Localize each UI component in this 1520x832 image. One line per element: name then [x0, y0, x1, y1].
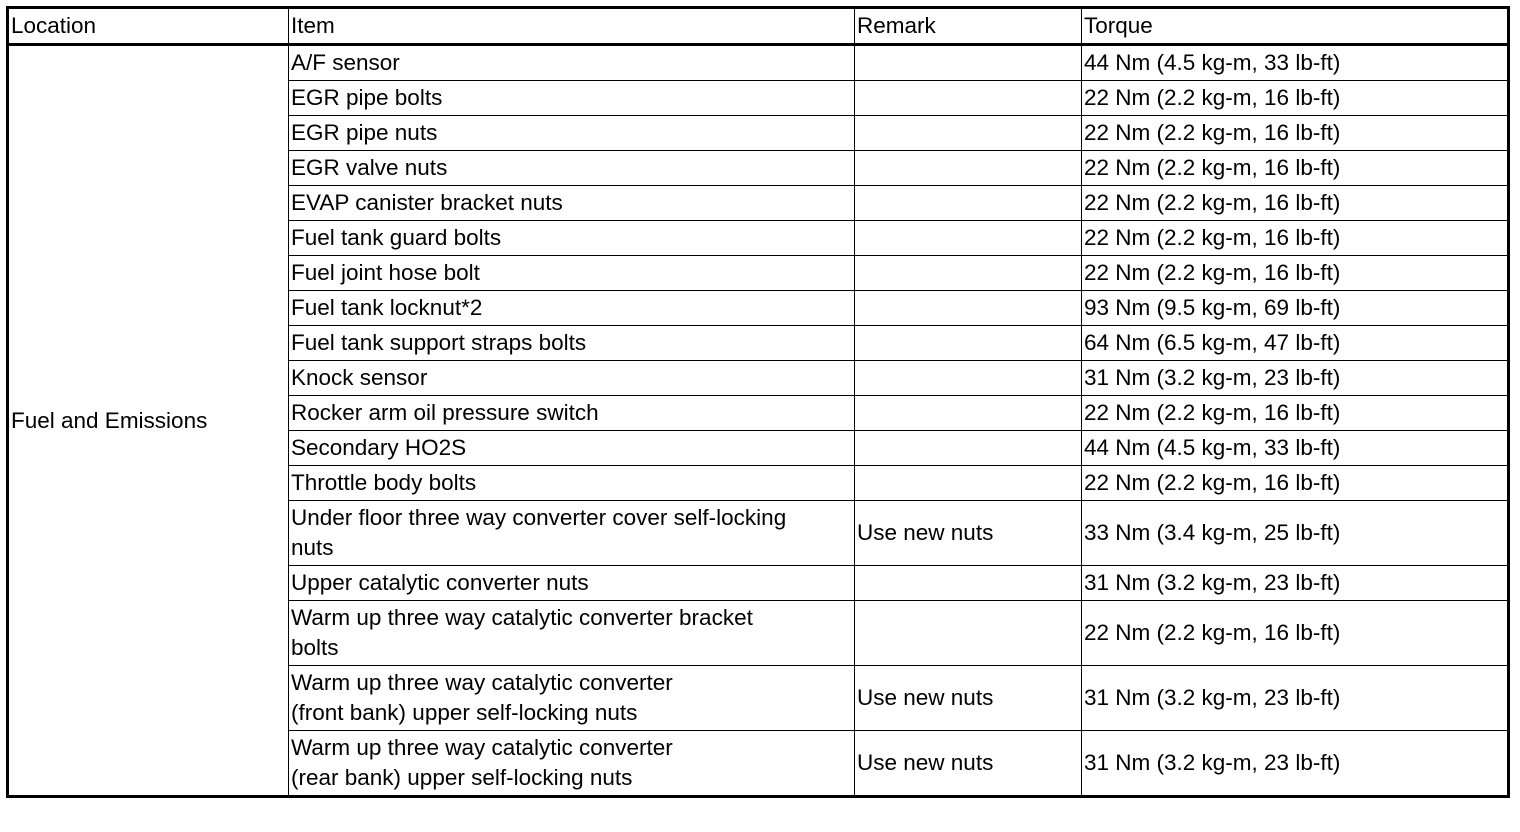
torque-cell: 22 Nm (2.2 kg-m, 16 lb-ft): [1082, 466, 1509, 501]
item-cell: [289, 466, 855, 501]
item-cell: [289, 186, 855, 221]
remark-cell: Use new nuts: [855, 731, 1082, 797]
header-remark: Remark: [855, 8, 1082, 45]
item-cell: [289, 326, 855, 361]
item-cell: [289, 45, 855, 81]
item-cell: [289, 666, 855, 731]
item-line: nuts: [291, 535, 334, 560]
item-line: Throttle body bolts: [291, 470, 477, 495]
header-location: Location: [8, 8, 289, 45]
torque-cell: 44 Nm (4.5 kg-m, 33 lb-ft): [1082, 431, 1509, 466]
item-cell: [289, 361, 855, 396]
torque-cell: 22 Nm (2.2 kg-m, 16 lb-ft): [1082, 221, 1509, 256]
torque-cell: 31 Nm (3.2 kg-m, 23 lb-ft): [1082, 566, 1509, 601]
remark-cell: [855, 151, 1082, 186]
torque-cell: 31 Nm (3.2 kg-m, 23 lb-ft): [1082, 361, 1509, 396]
torque-spec-table: [6, 6, 1510, 798]
table-header-row: [8, 8, 1509, 45]
torque-cell: 22 Nm (2.2 kg-m, 16 lb-ft): [1082, 151, 1509, 186]
item-line: Fuel joint hose bolt: [291, 260, 480, 285]
item-cell: [289, 396, 855, 431]
torque-cell: 64 Nm (6.5 kg-m, 47 lb-ft): [1082, 326, 1509, 361]
remark-cell: [855, 566, 1082, 601]
remark-cell: Use new nuts: [855, 501, 1082, 566]
remark-cell: [855, 116, 1082, 151]
remark-cell: [855, 81, 1082, 116]
item-line: A/F sensor: [291, 50, 400, 75]
item-line: Fuel tank guard bolts: [291, 225, 502, 250]
item-line: Under floor three way converter cover self-locking: [291, 505, 787, 530]
item-line: Fuel tank support straps bolts: [291, 330, 587, 355]
item-cell: [289, 256, 855, 291]
item-line: EGR pipe nuts: [291, 120, 438, 145]
remark-cell: Use new nuts: [855, 666, 1082, 731]
item-line: Warm up three way catalytic converter bracket: [291, 605, 753, 630]
torque-cell: 33 Nm (3.4 kg-m, 25 lb-ft): [1082, 501, 1509, 566]
torque-cell: 31 Nm (3.2 kg-m, 23 lb-ft): [1082, 666, 1509, 731]
remark-cell: [855, 361, 1082, 396]
location-cell: Fuel and Emissions: [8, 45, 289, 797]
item-line: (front bank) upper self-locking nuts: [291, 700, 638, 725]
item-line: Fuel tank locknut*2: [291, 295, 483, 320]
torque-cell: 22 Nm (2.2 kg-m, 16 lb-ft): [1082, 186, 1509, 221]
item-line: EGR valve nuts: [291, 155, 448, 180]
item-cell: [289, 601, 855, 666]
remark-cell: [855, 396, 1082, 431]
item-line: Warm up three way catalytic converter: [291, 735, 673, 760]
torque-cell: 22 Nm (2.2 kg-m, 16 lb-ft): [1082, 396, 1509, 431]
item-line: Warm up three way catalytic converter: [291, 670, 673, 695]
item-cell: [289, 431, 855, 466]
item-line: Rocker arm oil pressure switch: [291, 400, 599, 425]
torque-cell: 22 Nm (2.2 kg-m, 16 lb-ft): [1082, 601, 1509, 666]
remark-cell: [855, 221, 1082, 256]
torque-cell: 44 Nm (4.5 kg-m, 33 lb-ft): [1082, 45, 1509, 81]
item-cell: [289, 566, 855, 601]
item-cell: [289, 291, 855, 326]
table-body: [8, 45, 1509, 797]
remark-cell: [855, 466, 1082, 501]
torque-cell: 22 Nm (2.2 kg-m, 16 lb-ft): [1082, 116, 1509, 151]
remark-cell: [855, 45, 1082, 81]
item-line: (rear bank) upper self-locking nuts: [291, 765, 633, 790]
remark-cell: [855, 256, 1082, 291]
document-page: [6, 6, 1510, 798]
item-line: Upper catalytic converter nuts: [291, 570, 589, 595]
torque-cell: 22 Nm (2.2 kg-m, 16 lb-ft): [1082, 81, 1509, 116]
item-cell: [289, 151, 855, 186]
item-line: bolts: [291, 635, 339, 660]
table-row: [8, 45, 1509, 81]
item-line: EVAP canister bracket nuts: [291, 190, 563, 215]
remark-cell: [855, 326, 1082, 361]
remark-cell: [855, 601, 1082, 666]
remark-cell: [855, 291, 1082, 326]
item-cell: [289, 221, 855, 256]
item-cell: [289, 81, 855, 116]
item-cell: [289, 501, 855, 566]
item-cell: [289, 731, 855, 797]
item-line: Secondary HO2S: [291, 435, 467, 460]
header-torque: Torque: [1082, 8, 1509, 45]
remark-cell: [855, 431, 1082, 466]
item-line: Knock sensor: [291, 365, 428, 390]
remark-cell: [855, 186, 1082, 221]
torque-cell: 31 Nm (3.2 kg-m, 23 lb-ft): [1082, 731, 1509, 797]
header-item: Item: [289, 8, 855, 45]
torque-cell: 22 Nm (2.2 kg-m, 16 lb-ft): [1082, 256, 1509, 291]
torque-cell: 93 Nm (9.5 kg-m, 69 lb-ft): [1082, 291, 1509, 326]
item-cell: [289, 116, 855, 151]
item-line: EGR pipe bolts: [291, 85, 443, 110]
